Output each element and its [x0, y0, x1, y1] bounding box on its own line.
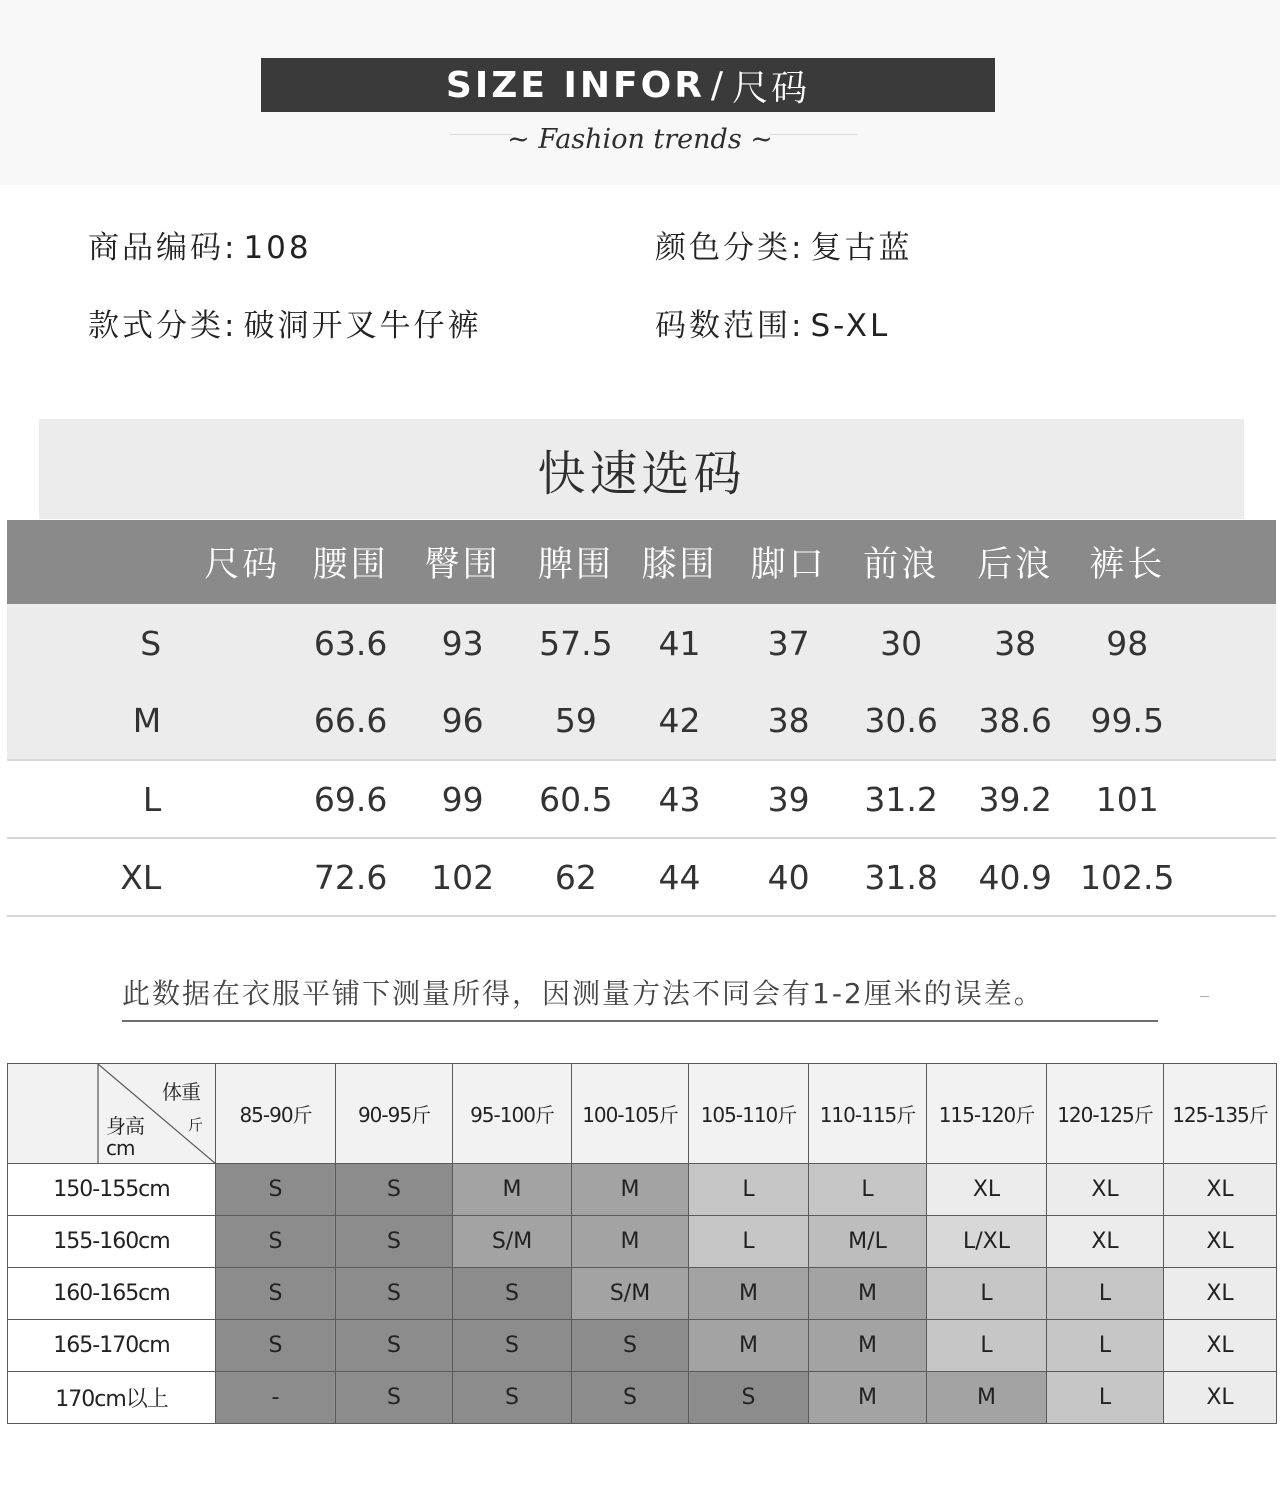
recommended-size-cell: - [216, 1372, 336, 1424]
spec-row [7, 682, 1276, 760]
subtitle: ~ Fashion trends ~ [507, 124, 773, 155]
spec-header: 后浪 [977, 545, 1054, 585]
recommended-size-cell: M [572, 1216, 689, 1268]
spec-spacer-cell [1175, 838, 1276, 916]
spec-value-cell: 101 [1080, 760, 1174, 838]
spec-value-cell: 42 [658, 701, 701, 740]
spec-value-cell: 30.6 [864, 701, 938, 740]
recommended-size-cell: S/M [572, 1268, 689, 1320]
recommended-size-cell: M [689, 1320, 809, 1372]
height-row [8, 1372, 1277, 1424]
spec-value-cell: 39.2 [950, 760, 1080, 838]
spec-header: 膝围 [641, 545, 718, 585]
spec-row [7, 838, 1276, 916]
spec-value-cell: 99.5 [1090, 701, 1165, 740]
recommended-size-cell: XL [1047, 1164, 1164, 1216]
recommended-size-cell: M [927, 1372, 1047, 1424]
recommended-size-cell: L [1047, 1268, 1164, 1320]
recommended-size-cell: L/XL [927, 1216, 1047, 1268]
spec-value-cell: 40.9 [950, 838, 1080, 916]
spec-value-cell: 31.8 [852, 838, 950, 916]
spec-value-cell: 38 [767, 701, 810, 740]
product-size-range-value: S-XL [810, 308, 891, 344]
recommended-size-cell: M [809, 1372, 927, 1424]
recommended-size-cell: XL [1164, 1320, 1277, 1372]
recommended-size-cell: S [336, 1216, 453, 1268]
recommended-size-cell: L [927, 1320, 1047, 1372]
note-dash [1200, 996, 1209, 997]
weight-header-cell: 110-115斤 [809, 1064, 927, 1164]
recommended-size-cell: L [689, 1164, 809, 1216]
weight-header-cell: 115-120斤 [927, 1064, 1047, 1164]
recommended-size-cell: S [572, 1372, 689, 1424]
spec-value-cell: 41 [658, 623, 701, 663]
recommended-size-cell: L [927, 1268, 1047, 1320]
spec-size-cell: M [132, 701, 162, 740]
product-style-label: 款式分类: [88, 308, 238, 344]
spec-header-spacer [1175, 520, 1276, 604]
recommended-size-cell: S [453, 1268, 572, 1320]
title-chinese: 尺码 [732, 67, 811, 109]
weight-header-cell: 85-90斤 [216, 1064, 336, 1164]
product-color [655, 222, 912, 267]
title-english: SIZE INFOR [445, 64, 705, 106]
spec-value-cell: 44 [634, 838, 726, 916]
recommended-size-cell: XL [1047, 1216, 1164, 1268]
spec-value-cell: 99 [407, 760, 518, 838]
spec-spacer-cell [1175, 604, 1276, 682]
spec-value-cell: 98 [1106, 623, 1149, 663]
height-label-cell: 160-165cm [8, 1268, 216, 1320]
product-color-value: 复古蓝 [810, 230, 913, 266]
recommended-size-cell: L [1047, 1372, 1164, 1424]
recommended-size-cell: S [572, 1320, 689, 1372]
weight-header-cell: 120-125斤 [1047, 1064, 1164, 1164]
corner-height-label: 身高 [106, 1114, 144, 1138]
recommended-size-cell: S [453, 1372, 572, 1424]
recommended-size-cell: S [216, 1268, 336, 1320]
recommended-size-cell: XL [1164, 1216, 1277, 1268]
spec-row [7, 604, 1276, 682]
recommended-size-cell: S [689, 1372, 809, 1424]
spec-value-cell: 38 [994, 623, 1037, 663]
weight-header-cell: 95-100斤 [453, 1064, 572, 1164]
product-style-value: 破洞开叉牛仔裤 [243, 308, 482, 344]
recommended-size-cell: M [809, 1320, 927, 1372]
recommended-size-cell: XL [927, 1164, 1047, 1216]
product-code [88, 222, 312, 267]
height-label-cell: 150-155cm [8, 1164, 216, 1216]
product-size-range [655, 300, 890, 345]
quick-select-title: 快速选码 [39, 419, 1244, 519]
recommended-size-cell: M [689, 1268, 809, 1320]
table-corner [8, 1064, 216, 1164]
recommended-size-cell: XL [1164, 1268, 1277, 1320]
product-code-label: 商品编码: [88, 230, 238, 266]
spec-value-cell: 39 [725, 760, 852, 838]
spec-value-cell: 38.6 [978, 701, 1052, 740]
spec-value-cell: 96 [441, 701, 484, 740]
recommended-size-cell: S [216, 1164, 336, 1216]
height-label-cell: 155-160cm [8, 1216, 216, 1268]
recommended-size-cell: XL [1164, 1372, 1277, 1424]
spec-size-cell: L [7, 760, 294, 838]
spec-header-row [7, 520, 1276, 604]
weight-header-cell: 100-105斤 [572, 1064, 689, 1164]
recommended-size-cell: S [216, 1216, 336, 1268]
recommended-size-cell: S [216, 1320, 336, 1372]
spec-spacer-cell [1175, 760, 1276, 838]
recommended-size-cell: S [453, 1320, 572, 1372]
product-size-range-label: 码数范围: [655, 308, 805, 344]
spec-value-cell: 102.5 [1080, 838, 1174, 916]
spec-size-cell: S [140, 623, 162, 663]
recommended-size-cell: S [336, 1268, 453, 1320]
corner-weight-unit: 斤 [188, 1116, 203, 1134]
spec-value-cell: 31.2 [852, 760, 950, 838]
spec-header: 脾围 [537, 545, 614, 585]
recommended-size-cell: L [809, 1164, 927, 1216]
spec-value-cell: 63.6 [313, 623, 388, 663]
recommended-size-cell: M [809, 1268, 927, 1320]
recommended-size-cell: S/M [453, 1216, 572, 1268]
recommended-size-cell: L [689, 1216, 809, 1268]
size-spec-table [7, 520, 1276, 917]
product-color-label: 颜色分类: [655, 230, 805, 266]
spec-value-cell: 69.6 [294, 760, 407, 838]
spec-value-cell: 66.6 [313, 701, 388, 740]
spec-value-cell: 30 [880, 623, 923, 663]
height-row [8, 1268, 1277, 1320]
spec-value-cell: 62 [518, 838, 633, 916]
height-row [8, 1164, 1277, 1216]
spec-body [7, 604, 1276, 916]
height-row [8, 1216, 1277, 1268]
spec-row [7, 760, 1276, 838]
spec-size-cell: XL [7, 838, 294, 916]
recommended-size-cell: M/L [809, 1216, 927, 1268]
spec-value-cell: 37 [767, 623, 810, 663]
recommended-size-cell: XL [1164, 1164, 1277, 1216]
recommended-size-cell: S [336, 1372, 453, 1424]
height-row [8, 1320, 1277, 1372]
size-info-title [261, 58, 995, 112]
weight-header-cell: 90-95斤 [336, 1064, 453, 1164]
product-style [88, 300, 481, 345]
spec-header: 尺码 [204, 545, 281, 585]
spec-header: 前浪 [863, 545, 940, 585]
weight-header-cell: 105-110斤 [689, 1064, 809, 1164]
spec-header: 脚口 [750, 545, 827, 585]
spec-value-cell: 43 [634, 760, 726, 838]
spec-value-cell: 102 [407, 838, 518, 916]
spec-spacer-cell [1175, 682, 1276, 760]
measurement-note: 此数据在衣服平铺下测量所得，因测量方法不同会有1-2厘米的误差。 [122, 972, 1158, 1022]
spec-header: 臀围 [424, 545, 501, 585]
weight-header-row [8, 1064, 1277, 1164]
recommended-size-cell: S [336, 1164, 453, 1216]
spec-value-cell: 60.5 [518, 760, 633, 838]
spec-value-cell: 40 [725, 838, 852, 916]
spec-header: 腰围 [312, 545, 389, 585]
height-label-cell: 165-170cm [8, 1320, 216, 1372]
weight-height-table [7, 1063, 1277, 1424]
recommended-size-cell: M [572, 1164, 689, 1216]
spec-value-cell: 72.6 [294, 838, 407, 916]
spec-value-cell: 57.5 [539, 623, 613, 663]
weight-header-cell: 125-135斤 [1164, 1064, 1277, 1164]
height-label-cell: 170cm以上 [8, 1372, 216, 1424]
recommended-size-cell: M [453, 1164, 572, 1216]
spec-value-cell: 93 [441, 623, 484, 663]
spec-header: 裤长 [1089, 545, 1166, 585]
recommended-size-cell: S [336, 1320, 453, 1372]
corner-weight-label: 体重 [162, 1080, 200, 1104]
title-separator: / [710, 64, 727, 106]
corner-height-unit: cm [106, 1136, 135, 1160]
spec-value-cell: 59 [554, 701, 597, 740]
product-code-value: 108 [243, 230, 312, 266]
recommended-size-cell: L [1047, 1320, 1164, 1372]
weight-height-body [8, 1164, 1277, 1424]
